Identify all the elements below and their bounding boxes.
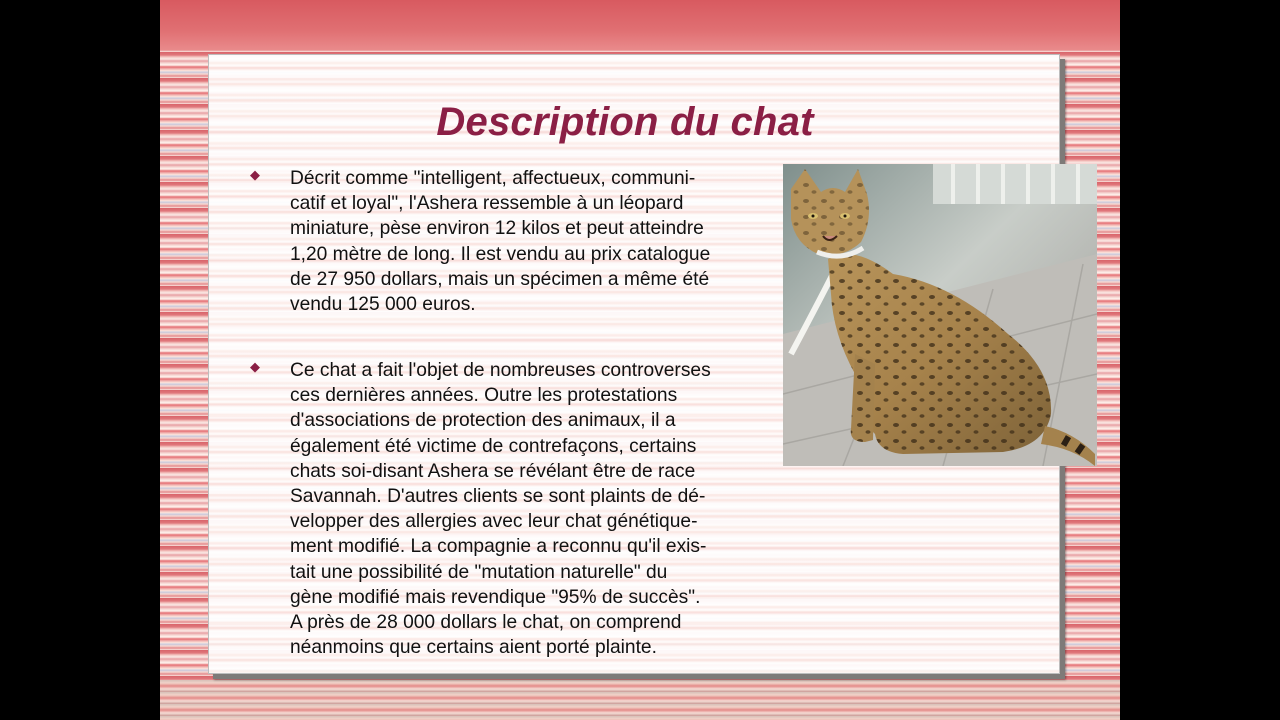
diamond-bullet-icon: ◆ — [250, 360, 260, 375]
slide-title: Description du chat — [436, 100, 814, 144]
slide — [160, 0, 1120, 720]
bullet-text: Ce chat a fait l'objet de nombreuses controverses ces dernières années. Outre les protestations d'associations de protection des animaux, il a également été victime de contrefaçons, certains chats soi-disant Ashera se révélant être de race Savannah. D'autres clients se sont plaints de dé- velopper des allergies avec leur chat génétique- ment modifié. La compagnie a reconnu qu'il exis- tait une possibilité de "mutation naturelle" du gène modifié mais revendique "95% de succès". A près de 28 000 dollars le chat, on comprend néanmoins que certains aient porté plainte. — [290, 360, 711, 659]
letterbox-right — [1120, 0, 1280, 720]
cat-photo — [783, 164, 1097, 466]
bullet-text: Décrit comme "intelligent, affectueux, communi- catif et loyal", l'Ashera ressemble à un léopard miniature, pèse environ 12 kilos et peut atteindre 1,20 mètre de long. Il est vendu au prix catalogue de 27 950 dollars, mais un spécimen a même été vendu 125 000 euros. — [290, 168, 711, 316]
slide-bottom-band — [160, 680, 1120, 720]
diamond-bullet-icon: ◆ — [250, 168, 260, 183]
bullet-item — [250, 358, 750, 658]
letterbox-left — [0, 0, 160, 720]
slide-top-band — [160, 0, 1120, 50]
bullet-item — [250, 166, 750, 316]
ashera-cat-image — [783, 164, 1097, 466]
